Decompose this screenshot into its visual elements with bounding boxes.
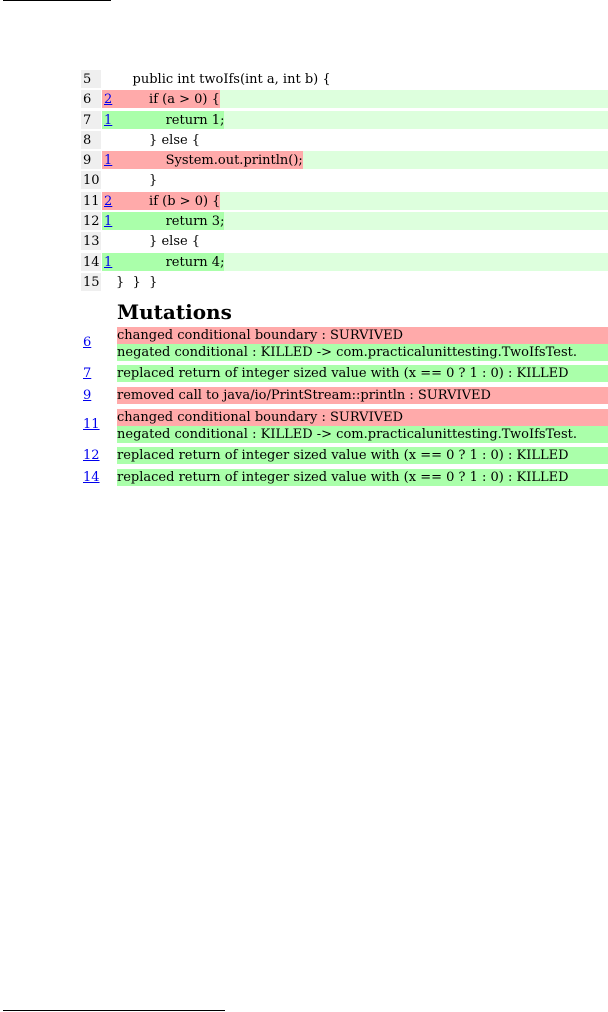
code-row xyxy=(81,272,608,292)
mutation-group xyxy=(81,469,608,489)
mutation-line-link[interactable]: 6 xyxy=(83,335,92,350)
mutation-line-link[interactable]: 12 xyxy=(83,448,100,463)
mutation-killed: negated conditional : KILLED -> com.practicalunittesting.TwoIfsTest. xyxy=(117,426,608,443)
mutation-line-link[interactable]: 14 xyxy=(83,470,100,485)
mutation-count-link[interactable]: 1 xyxy=(104,153,113,169)
mutation-count-cell xyxy=(102,151,116,169)
top-rule xyxy=(3,0,111,1)
mutation-count-link[interactable]: 2 xyxy=(104,193,113,209)
mutation-group xyxy=(81,409,608,445)
mutations-table xyxy=(81,327,608,489)
mutation-killed: negated conditional : KILLED -> com.practicalunittesting.TwoIfsTest. xyxy=(117,344,608,361)
mutation-count-link[interactable]: 2 xyxy=(104,92,113,108)
line-number: 9 xyxy=(81,151,101,169)
mutation-line-link[interactable]: 9 xyxy=(83,388,92,403)
mutation-line-link[interactable]: 7 xyxy=(83,366,92,381)
mutation-list xyxy=(117,387,608,404)
line-number: 5 xyxy=(81,70,101,88)
line-number: 10 xyxy=(83,173,100,189)
code-row xyxy=(81,170,608,190)
source-code: } xyxy=(116,173,158,189)
mutation-killed: replaced return of integer sized value with (x == 0 ? 1 : 0) : KILLED xyxy=(117,447,608,464)
mutation-survived: changed conditional boundary : SURVIVED xyxy=(117,409,608,426)
mutation-count-cell xyxy=(102,192,116,210)
mutation-group xyxy=(81,327,608,363)
mutation-count-cell xyxy=(102,212,116,230)
mutations-heading: Mutations xyxy=(117,300,232,324)
line-number: 13 xyxy=(83,234,100,250)
mutation-list xyxy=(117,469,608,486)
mutation-survived: removed call to java/io/PrintStream::println : SURVIVED xyxy=(117,387,608,404)
source-code: } else { xyxy=(116,132,201,148)
code-row xyxy=(81,150,608,170)
line-number: 7 xyxy=(81,111,101,129)
line-number: 15 xyxy=(83,274,100,290)
source-code: System.out.println(); xyxy=(116,153,303,169)
source-code: if (b > 0) { xyxy=(116,193,221,209)
mutation-count-cell xyxy=(102,171,116,189)
line-number: 14 xyxy=(83,254,100,270)
mutation-line-link[interactable]: 11 xyxy=(83,417,100,432)
mutation-group xyxy=(81,387,608,407)
source-code: } else { xyxy=(116,234,201,250)
code-row xyxy=(81,231,608,251)
line-number: 6 xyxy=(81,90,101,108)
bottom-rule xyxy=(3,1010,225,1011)
mutation-list xyxy=(117,409,608,443)
mutation-count-cell xyxy=(102,70,116,88)
mutation-count-cell xyxy=(102,232,116,250)
code-row xyxy=(81,69,608,89)
mutation-killed: replaced return of integer sized value with (x == 0 ? 1 : 0) : KILLED xyxy=(117,469,608,486)
mutation-count-cell xyxy=(102,111,116,129)
line-number: 12 xyxy=(83,214,100,230)
code-row xyxy=(81,211,608,231)
line-number: 8 xyxy=(81,131,101,149)
source-code: public int twoIfs(int a, int b) { xyxy=(116,72,331,87)
mutation-count-link[interactable]: 1 xyxy=(104,214,113,230)
mutation-list xyxy=(117,365,608,382)
mutation-count-cell xyxy=(102,131,116,149)
mutation-count-cell xyxy=(102,90,116,108)
mutation-list xyxy=(117,447,608,464)
mutation-count-link[interactable]: 1 xyxy=(104,254,113,270)
code-row xyxy=(81,191,608,211)
code-row xyxy=(81,130,608,150)
mutation-group xyxy=(81,365,608,385)
mutation-count-cell xyxy=(102,273,116,291)
source-code: } } } xyxy=(116,274,158,290)
mutation-killed: replaced return of integer sized value with (x == 0 ? 1 : 0) : KILLED xyxy=(117,365,608,382)
code-row xyxy=(81,89,608,109)
mutation-list xyxy=(117,327,608,361)
mutation-count-link[interactable]: 1 xyxy=(104,112,113,128)
source-code: return 4; xyxy=(116,254,225,270)
code-row xyxy=(81,110,608,130)
source-code: if (a > 0) { xyxy=(116,92,220,108)
line-number: 11 xyxy=(83,193,100,209)
source-code: return 3; xyxy=(116,214,225,230)
mutation-group xyxy=(81,447,608,467)
code-row xyxy=(81,252,608,272)
source-code: return 1; xyxy=(116,112,225,128)
source-code-table xyxy=(81,69,608,292)
mutation-count-cell xyxy=(102,253,116,271)
mutation-survived: changed conditional boundary : SURVIVED xyxy=(117,327,608,344)
